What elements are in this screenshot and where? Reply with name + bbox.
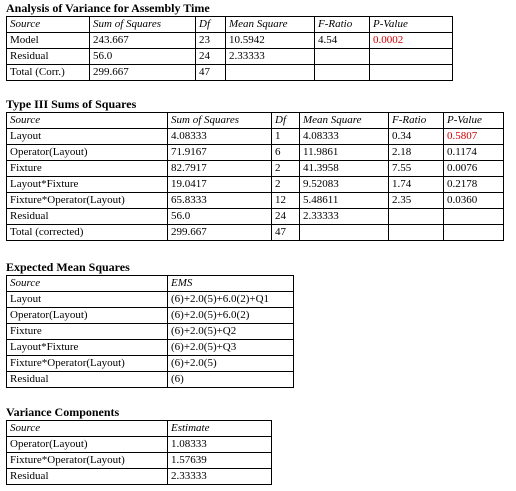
table-cell: 24 [272,209,300,225]
table-row [7,308,294,324]
column-header: Sum of Squares [168,113,272,129]
varcomp-section [6,405,272,485]
table-cell: 19.0417 [168,177,272,193]
table-row [7,193,504,209]
table-header-row [7,113,504,129]
column-header: Df [272,113,300,129]
table-cell: (6)+2.0(5)+Q2 [168,324,294,340]
table-row [7,437,272,453]
table-cell: Model [7,33,90,49]
table-cell: 47 [196,65,226,81]
table-cell: 2.35 [389,193,444,209]
table-cell: Fixture*Operator(Layout) [7,193,168,209]
table-cell [370,65,453,81]
table-cell: 2 [272,161,300,177]
table-cell: Residual [7,372,168,388]
table-cell [389,209,444,225]
table-row [7,129,504,145]
table-cell [315,49,370,65]
table-row [7,469,272,485]
table-cell: 2.33333 [226,49,315,65]
table-cell: 12 [272,193,300,209]
table-cell: 71.9167 [168,145,272,161]
column-header: Estimate [168,421,272,437]
column-header: Mean Square [226,17,315,33]
table-cell: (6)+2.0(5) [168,356,294,372]
table-cell: 243.667 [90,33,196,49]
table-row [7,340,294,356]
table-row [7,453,272,469]
table-cell: 2.33333 [168,469,272,485]
table-cell: Layout [7,292,168,308]
ems-section [6,260,294,388]
table-row [7,33,453,49]
table-cell: 23 [196,33,226,49]
table-cell: Operator(Layout) [7,437,168,453]
table-cell: Residual [7,49,90,65]
table-cell [315,65,370,81]
table-cell: 299.667 [168,225,272,241]
table-cell: 82.7917 [168,161,272,177]
table-row [7,225,504,241]
table-cell: Layout [7,129,168,145]
table-cell: 1.08333 [168,437,272,453]
table-header-row [7,17,453,33]
column-header: P-Value [370,17,453,33]
table-cell: 9.52083 [300,177,389,193]
table-cell [444,225,504,241]
table-cell: (6)+2.0(5)+6.0(2) [168,308,294,324]
column-header: P-Value [444,113,504,129]
table-cell: 4.54 [315,33,370,49]
table-header-row [7,421,272,437]
table-cell: Fixture*Operator(Layout) [7,453,168,469]
table-cell: Residual [7,469,168,485]
table-cell: 299.667 [90,65,196,81]
type3-title: Type III Sums of Squares [6,97,137,111]
table-cell: 2.33333 [300,209,389,225]
table-cell: 5.48611 [300,193,389,209]
table-cell: Layout*Fixture [7,177,168,193]
table-cell: 0.0360 [444,193,504,209]
table-cell [370,49,453,65]
column-header: Source [7,113,168,129]
table-cell: Fixture*Operator(Layout) [7,356,168,372]
table-cell: (6) [168,372,294,388]
table-cell: 0.2178 [444,177,504,193]
table-cell [226,65,315,81]
table-cell: 1.74 [389,177,444,193]
table-cell: Operator(Layout) [7,145,168,161]
table-row [7,372,294,388]
table-row [7,65,453,81]
significant-p-value: 0.0002 [370,33,453,49]
table-cell: 1.57639 [168,453,272,469]
table-row [7,209,504,225]
table-row [7,49,453,65]
table-cell: 65.8333 [168,193,272,209]
table-cell: 4.08333 [168,129,272,145]
ems-title: Expected Mean Squares [6,260,130,274]
type3-section [6,97,504,241]
column-header: EMS [168,276,294,292]
table-row [7,161,504,177]
table-cell: 0.34 [389,129,444,145]
table-cell: (6)+2.0(5)+6.0(2)+Q1 [168,292,294,308]
table-cell: 41.3958 [300,161,389,177]
table-cell: 7.55 [389,161,444,177]
table-cell: 24 [196,49,226,65]
table-cell: 2 [272,177,300,193]
table-cell: 0.0076 [444,161,504,177]
table-cell: 2.18 [389,145,444,161]
column-header: Source [7,17,90,33]
table-cell: Residual [7,209,168,225]
varcomp-title: Variance Components [6,405,120,419]
table-cell: Fixture [7,161,168,177]
table-header-row [7,276,294,292]
table-row [7,177,504,193]
table-cell: 0.1174 [444,145,504,161]
table-cell: 56.0 [168,209,272,225]
column-header: Sum of Squares [90,17,196,33]
table-cell [389,225,444,241]
table-row [7,356,294,372]
column-header: F-Ratio [389,113,444,129]
type3-table [6,112,504,241]
table-row [7,324,294,340]
table-row [7,145,504,161]
table-cell: (6)+2.0(5)+Q3 [168,340,294,356]
varcomp-table [6,420,272,485]
highlighted-p-value: 0.5807 [444,129,504,145]
column-header: Mean Square [300,113,389,129]
table-cell: 56.0 [90,49,196,65]
column-header: Source [7,276,168,292]
table-cell: 6 [272,145,300,161]
table-cell: Total (Corr.) [7,65,90,81]
table-cell: Fixture [7,324,168,340]
table-cell: 4.08333 [300,129,389,145]
table-cell [444,209,504,225]
anova-title: Analysis of Variance for Assembly Time [6,1,210,15]
column-header: F-Ratio [315,17,370,33]
table-cell: Operator(Layout) [7,308,168,324]
column-header: Source [7,421,168,437]
anova-table [6,16,453,81]
table-row [7,292,294,308]
ems-table [6,275,294,388]
table-cell: 47 [272,225,300,241]
table-cell: Total (corrected) [7,225,168,241]
table-cell: 10.5942 [226,33,315,49]
table-cell: 11.9861 [300,145,389,161]
table-cell: Layout*Fixture [7,340,168,356]
column-header: Df [196,17,226,33]
anova-section [6,1,453,81]
table-cell: 1 [272,129,300,145]
table-cell [300,225,389,241]
